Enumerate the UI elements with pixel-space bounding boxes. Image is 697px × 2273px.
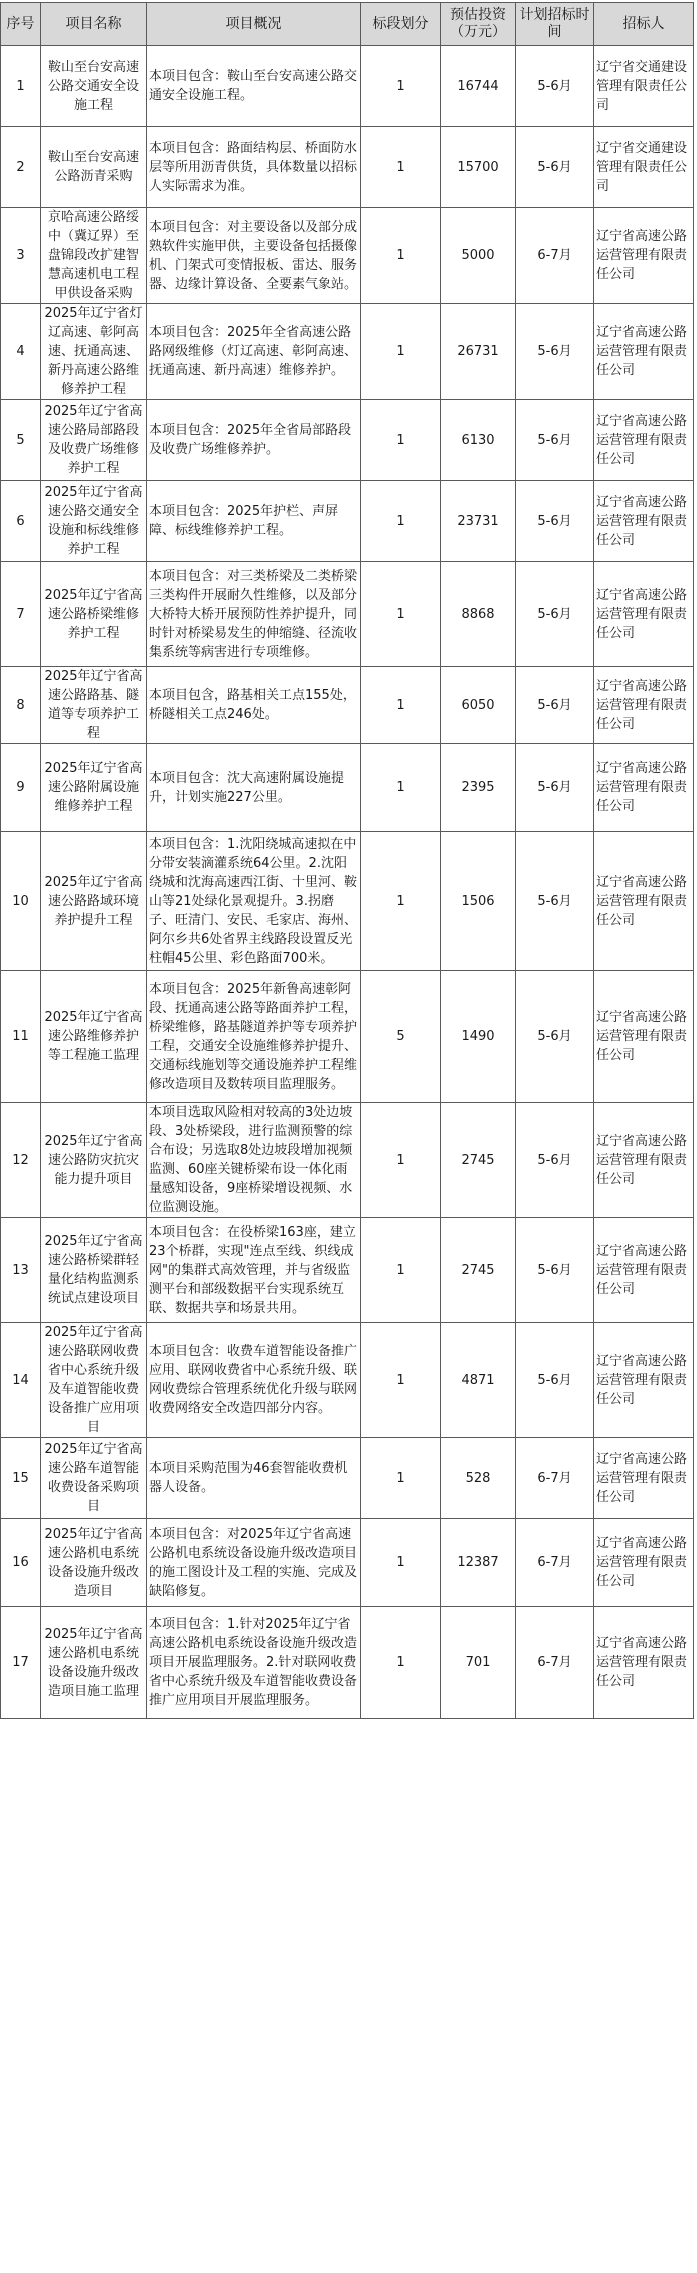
lot-count: 1 — [361, 1438, 441, 1519]
row-number: 17 — [1, 1607, 41, 1719]
project-name: 鞍山至台安高速公路交通安全设施工程 — [41, 46, 147, 127]
row-number: 7 — [1, 562, 41, 667]
table-row — [1, 667, 694, 744]
investment-amount: 701 — [441, 1607, 516, 1719]
table-row — [1, 400, 694, 481]
row-number: 12 — [1, 1103, 41, 1218]
header-summary: 项目概况 — [147, 3, 361, 46]
investment-amount: 1490 — [441, 971, 516, 1103]
tender-time: 6-7月 — [516, 1607, 594, 1719]
lot-count: 1 — [361, 1519, 441, 1607]
investment-amount: 15700 — [441, 127, 516, 208]
investment-amount: 6130 — [441, 400, 516, 481]
row-number: 8 — [1, 667, 41, 744]
lot-count: 5 — [361, 971, 441, 1103]
investment-amount: 2395 — [441, 744, 516, 832]
tenderer-name: 辽宁省交通建设管理有限责任公司 — [594, 127, 694, 208]
lot-count: 1 — [361, 1218, 441, 1323]
lot-count: 1 — [361, 1323, 441, 1438]
row-number: 6 — [1, 481, 41, 562]
lot-count: 1 — [361, 667, 441, 744]
tender-time: 5-6月 — [516, 481, 594, 562]
tender-time: 6-7月 — [516, 1438, 594, 1519]
tenderer-name: 辽宁省高速公路运营管理有限责任公司 — [594, 971, 694, 1103]
tenderer-name: 辽宁省高速公路运营管理有限责任公司 — [594, 562, 694, 667]
tender-time: 5-6月 — [516, 832, 594, 971]
tenderer-name: 辽宁省高速公路运营管理有限责任公司 — [594, 1323, 694, 1438]
lot-count: 1 — [361, 400, 441, 481]
project-summary: 本项目采购范围为46套智能收费机器人设备。 — [147, 1438, 361, 1519]
row-number: 4 — [1, 304, 41, 400]
project-summary: 本项目包含：2025年新鲁高速彰阿段、抚通高速公路等路面养护工程，桥梁维修，路基隧道养护等专项养护工程，交通安全设施维修养护提升、交通标线施划等交通设施养护工程维修改造项目及数转项目监理服务。 — [147, 971, 361, 1103]
project-summary: 本项目包含：收费车道智能设备推广应用、联网收费省中心系统升级、联网收费综合管理系统优化升级与联网收费网络安全改造四部分内容。 — [147, 1323, 361, 1438]
project-name: 2025年辽宁省高速公路局部路段及收费广场维修养护工程 — [41, 400, 147, 481]
project-summary: 本项目包含，路基相关工点155处，桥隧相关工点246处。 — [147, 667, 361, 744]
row-number: 14 — [1, 1323, 41, 1438]
lot-count: 1 — [361, 481, 441, 562]
lot-count: 1 — [361, 1607, 441, 1719]
lot-count: 1 — [361, 1103, 441, 1218]
tenderer-name: 辽宁省高速公路运营管理有限责任公司 — [594, 832, 694, 971]
table-row — [1, 744, 694, 832]
project-name: 2025年辽宁省高速公路路域环境养护提升工程 — [41, 832, 147, 971]
lot-count: 1 — [361, 832, 441, 971]
header-name: 项目名称 — [41, 3, 147, 46]
row-number: 5 — [1, 400, 41, 481]
table-row — [1, 1103, 694, 1218]
table-row — [1, 208, 694, 304]
project-summary: 本项目包含：鞍山至台安高速公路交通安全设施工程。 — [147, 46, 361, 127]
table-row — [1, 971, 694, 1103]
project-name: 2025年辽宁省高速公路机电系统设备设施升级改造项目 — [41, 1519, 147, 1607]
project-summary: 本项目包含：对2025年辽宁省高速公路机电系统设备设施升级改造项目的施工图设计及工程的实施、完成及缺陷修复。 — [147, 1519, 361, 1607]
project-summary: 本项目包含：路面结构层、桥面防水层等所用沥青供货，具体数量以招标人实际需求为准。 — [147, 127, 361, 208]
header-time: 计划招标时间 — [516, 3, 594, 46]
investment-amount: 23731 — [441, 481, 516, 562]
tender-time: 5-6月 — [516, 304, 594, 400]
projects-table — [0, 2, 694, 1719]
project-name: 京哈高速公路绥中（冀辽界）至盘锦段改扩建智慧高速机电工程甲供设备采购 — [41, 208, 147, 304]
table-row — [1, 1218, 694, 1323]
row-number: 15 — [1, 1438, 41, 1519]
project-summary: 本项目选取风险相对较高的3处边坡段、3处桥梁段，进行监测预警的综合布设；另选取8处边坡段增加视频监测、60座关键桥梁布设一体化雨量感知设备，9座桥梁增设视频、水位监测设施。 — [147, 1103, 361, 1218]
tenderer-name: 辽宁省高速公路运营管理有限责任公司 — [594, 400, 694, 481]
table-row — [1, 481, 694, 562]
tenderer-name: 辽宁省高速公路运营管理有限责任公司 — [594, 1438, 694, 1519]
tenderer-name: 辽宁省高速公路运营管理有限责任公司 — [594, 481, 694, 562]
project-summary: 本项目包含：沈大高速附属设施提升，计划实施227公里。 — [147, 744, 361, 832]
project-name: 2025年辽宁省高速公路桥梁群轻量化结构监测系统试点建设项目 — [41, 1218, 147, 1323]
investment-amount: 1506 — [441, 832, 516, 971]
investment-amount: 16744 — [441, 46, 516, 127]
lot-count: 1 — [361, 744, 441, 832]
header-tenderer: 招标人 — [594, 3, 694, 46]
table-row — [1, 1519, 694, 1607]
project-name: 2025年辽宁省高速公路防灾抗灾能力提升项目 — [41, 1103, 147, 1218]
table-row — [1, 1607, 694, 1719]
row-number: 3 — [1, 208, 41, 304]
tenderer-name: 辽宁省高速公路运营管理有限责任公司 — [594, 304, 694, 400]
table-row — [1, 1323, 694, 1438]
table-row — [1, 562, 694, 667]
project-name: 2025年辽宁省高速公路桥梁维修养护工程 — [41, 562, 147, 667]
investment-amount: 12387 — [441, 1519, 516, 1607]
table-row — [1, 127, 694, 208]
row-number: 1 — [1, 46, 41, 127]
lot-count: 1 — [361, 304, 441, 400]
tenderer-name: 辽宁省高速公路运营管理有限责任公司 — [594, 1607, 694, 1719]
project-summary: 本项目包含：2025年全省高速公路路网级维修（灯辽高速、彰阿高速、抚通高速、新丹高速）维修养护。 — [147, 304, 361, 400]
table-row — [1, 832, 694, 971]
row-number: 11 — [1, 971, 41, 1103]
project-summary: 本项目包含：1.针对2025年辽宁省高速公路机电系统设备设施升级改造项目开展监理服务。2.针对联网收费省中心系统升级及车道智能收费设备推广应用项目开展监理服务。 — [147, 1607, 361, 1719]
tender-time: 5-6月 — [516, 1103, 594, 1218]
header-no: 序号 — [1, 3, 41, 46]
header-invest: 预估投资（万元） — [441, 3, 516, 46]
project-name: 2025年辽宁省灯辽高速、彰阿高速、抚通高速、新丹高速公路维修养护工程 — [41, 304, 147, 400]
lot-count: 1 — [361, 46, 441, 127]
tender-time: 5-6月 — [516, 744, 594, 832]
tender-time: 5-6月 — [516, 127, 594, 208]
investment-amount: 6050 — [441, 667, 516, 744]
table-row — [1, 46, 694, 127]
tenderer-name: 辽宁省交通建设管理有限责任公司 — [594, 46, 694, 127]
tender-time: 5-6月 — [516, 1218, 594, 1323]
tenderer-name: 辽宁省高速公路运营管理有限责任公司 — [594, 1103, 694, 1218]
investment-amount: 2745 — [441, 1218, 516, 1323]
tenderer-name: 辽宁省高速公路运营管理有限责任公司 — [594, 1218, 694, 1323]
investment-amount: 4871 — [441, 1323, 516, 1438]
table-body — [1, 46, 694, 1719]
table-row — [1, 304, 694, 400]
tenderer-name: 辽宁省高速公路运营管理有限责任公司 — [594, 667, 694, 744]
project-name: 2025年辽宁省高速公路维修养护等工程施工监理 — [41, 971, 147, 1103]
header-row — [1, 3, 694, 46]
header-lots: 标段划分 — [361, 3, 441, 46]
row-number: 2 — [1, 127, 41, 208]
tender-time: 5-6月 — [516, 667, 594, 744]
investment-amount: 8868 — [441, 562, 516, 667]
project-name: 2025年辽宁省高速公路附属设施维修养护工程 — [41, 744, 147, 832]
tender-time: 5-6月 — [516, 1323, 594, 1438]
tender-time: 6-7月 — [516, 208, 594, 304]
investment-amount: 2745 — [441, 1103, 516, 1218]
tenderer-name: 辽宁省高速公路运营管理有限责任公司 — [594, 208, 694, 304]
project-summary: 本项目包含：在役桥梁163座，建立23个桥群，实现"连点至线、织线成网"的集群式高效管理，并与省级监测平台和部级数据平台实现系统互联、数据共享和场景共用。 — [147, 1218, 361, 1323]
project-summary: 本项目包含：对主要设备以及部分成熟软件实施甲供，主要设备包括摄像机、门架式可变情报板、雷达、服务器、边缘计算设备、全要素气象站。 — [147, 208, 361, 304]
lot-count: 1 — [361, 562, 441, 667]
row-number: 9 — [1, 744, 41, 832]
project-summary: 本项目包含：2025年全省局部路段及收费广场维修养护。 — [147, 400, 361, 481]
project-name: 2025年辽宁省高速公路交通安全设施和标线维修养护工程 — [41, 481, 147, 562]
tenderer-name: 辽宁省高速公路运营管理有限责任公司 — [594, 744, 694, 832]
tender-time: 5-6月 — [516, 971, 594, 1103]
project-summary: 本项目包含：2025年护栏、声屏障、标线维修养护工程。 — [147, 481, 361, 562]
lot-count: 1 — [361, 208, 441, 304]
tender-time: 5-6月 — [516, 400, 594, 481]
lot-count: 1 — [361, 127, 441, 208]
project-summary: 本项目包含：对三类桥梁及二类桥梁三类构件开展耐久性维修，以及部分大桥特大桥开展预防性养护提升，同时针对桥梁易发生的伸缩缝、径流收集系统等病害进行专项维修。 — [147, 562, 361, 667]
project-summary: 本项目包含：1.沈阳绕城高速拟在中分带安装滴灌系统64公里。2.沈阳绕城和沈海高速西江街、十里河、鞍山等21处绿化景观提升。3.拐磨子、旺清门、安民、毛家店、海州、阿尔乡共6处省界主线路段设置反光柱帽45公里、彩色路面700米。 — [147, 832, 361, 971]
row-number: 10 — [1, 832, 41, 971]
project-name: 2025年辽宁省高速公路车道智能收费设备采购项目 — [41, 1438, 147, 1519]
project-name: 2025年辽宁省高速公路联网收费省中心系统升级及车道智能收费设备推广应用项目 — [41, 1323, 147, 1438]
tender-time: 5-6月 — [516, 46, 594, 127]
tenderer-name: 辽宁省高速公路运营管理有限责任公司 — [594, 1519, 694, 1607]
tender-time: 5-6月 — [516, 562, 594, 667]
project-name: 鞍山至台安高速公路沥青采购 — [41, 127, 147, 208]
investment-amount: 528 — [441, 1438, 516, 1519]
table-row — [1, 1438, 694, 1519]
project-name: 2025年辽宁省高速公路路基、隧道等专项养护工程 — [41, 667, 147, 744]
row-number: 16 — [1, 1519, 41, 1607]
project-name: 2025年辽宁省高速公路机电系统设备设施升级改造项目施工监理 — [41, 1607, 147, 1719]
row-number: 13 — [1, 1218, 41, 1323]
investment-amount: 26731 — [441, 304, 516, 400]
tender-time: 6-7月 — [516, 1519, 594, 1607]
investment-amount: 5000 — [441, 208, 516, 304]
